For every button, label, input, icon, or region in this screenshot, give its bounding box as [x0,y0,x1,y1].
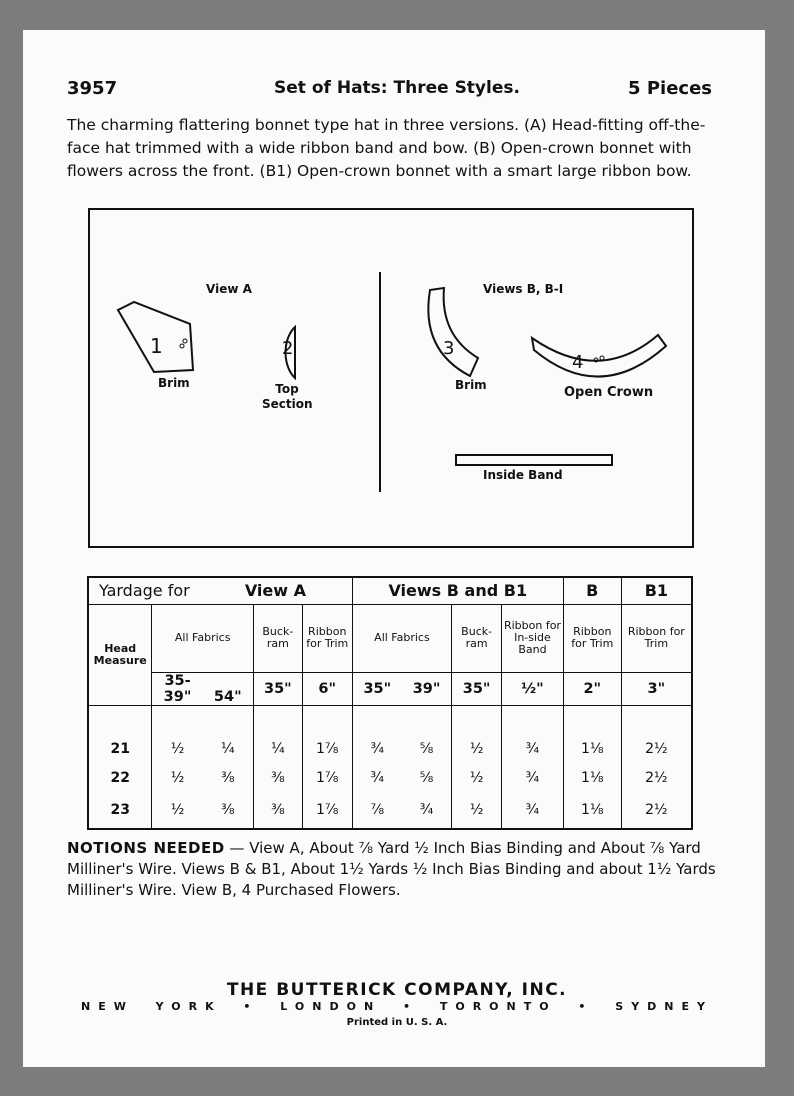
piece-4-number: 4 [572,352,584,373]
col-b-buckram: Buck-ram [452,604,502,672]
width-a-ribbon: 6" [302,672,352,705]
yardage-header-view-a [88,577,352,604]
pattern-title: Set of Hats: Three Styles. [274,78,520,98]
piece-4-label: Open Crown [564,385,654,400]
piece-3-number: 3 [443,338,455,359]
pattern-number: 3957 [67,78,118,99]
width-b-trim: 2" [563,672,621,705]
printed-in: Printed in U. S. A. [346,1017,448,1028]
notions-text: — View A, About ⅞ Yard ½ Inch Bias Binding and About ⅞ Yard Milliner's Wire. Views B & B1, About 1½ Yards ½ Inch Bias Binding and about 1½ Yards Milliner's Wire. View B, 4 Purchased Flowers. [67,839,716,899]
b-group: B [563,577,621,604]
piece-2-label: Top Section [262,382,313,411]
width-b1-trim: 3" [621,672,692,705]
col-a-fabrics: All Fabrics [152,604,254,672]
views-b-label: Views B, B-I [483,282,564,296]
piece-3-shape [428,288,478,376]
piece-count: 5 Pieces [628,78,712,99]
table-row: 21 ½ ¼ ¼ 1⅞ ¾ ⅝ ½ ¾ 1⅛ 2½ [88,735,692,764]
view-a-label: View A [206,282,252,296]
width-a-fabrics: 35-39" 54" [152,672,254,705]
company-name: THE BUTTERICK COMPANY, INC. [226,980,568,1000]
inside-band-shape [456,455,612,465]
notions-heading: NOTIONS NEEDED [67,839,225,857]
b1-group: B1 [621,577,692,604]
table-row: 22 ½ ⅜ ⅜ 1⅞ ¾ ⅝ ½ ¾ 1⅛ 2½ [88,764,692,793]
col-a-ribbon: Ribbon for Trim [302,604,352,672]
pattern-description: The charming flattering bonnet type hat in three versions. (A) Head-fitting off-the-face hat trimmed with a wide ribbon band and bow. (B) Open-crown bonnet with flowers across the front. (B1) Open-crown bonnet with a smart large ribbon bow. [67,116,706,180]
head-measure-header: Head Measure [88,604,152,705]
width-b-band: ½" [502,672,564,705]
width-a-buckram: 35" [253,672,302,705]
col-a-buckram: Buck-ram [253,604,302,672]
pattern-pieces-diagram [88,208,694,548]
col-b-band: Ribbon for In-side Band [502,604,564,672]
piece-4-shape [532,335,666,377]
yardage-table [87,576,693,830]
col-b-fabrics: All Fabrics [352,604,452,672]
piece-1-number: 1 [150,334,163,358]
yardage-title: Yardage for [99,581,190,601]
piece-3-label: Brim [455,378,487,392]
table-row: 23 ½ ⅜ ⅜ 1⅞ ⅞ ¾ ½ ¾ 1⅛ 2½ [88,793,692,829]
views-b-group: Views B and B1 [352,577,563,604]
notions-needed [67,838,717,901]
width-b-buckram: 35" [452,672,502,705]
piece-2-number: 2 [282,338,294,359]
width-b-fabrics: 35" 39" [352,672,452,705]
piece-1-marks [180,344,184,348]
company-cities: NEW YORK • LONDON • TORONTO • SYDNEY [81,1000,713,1013]
inside-band-label: Inside Band [483,468,563,482]
piece-1-label: Brim [158,376,190,390]
col-b-trim: Ribbon for Trim [563,604,621,672]
view-a-group: View A [244,581,306,601]
col-b1-trim: Ribbon for Trim [621,604,692,672]
